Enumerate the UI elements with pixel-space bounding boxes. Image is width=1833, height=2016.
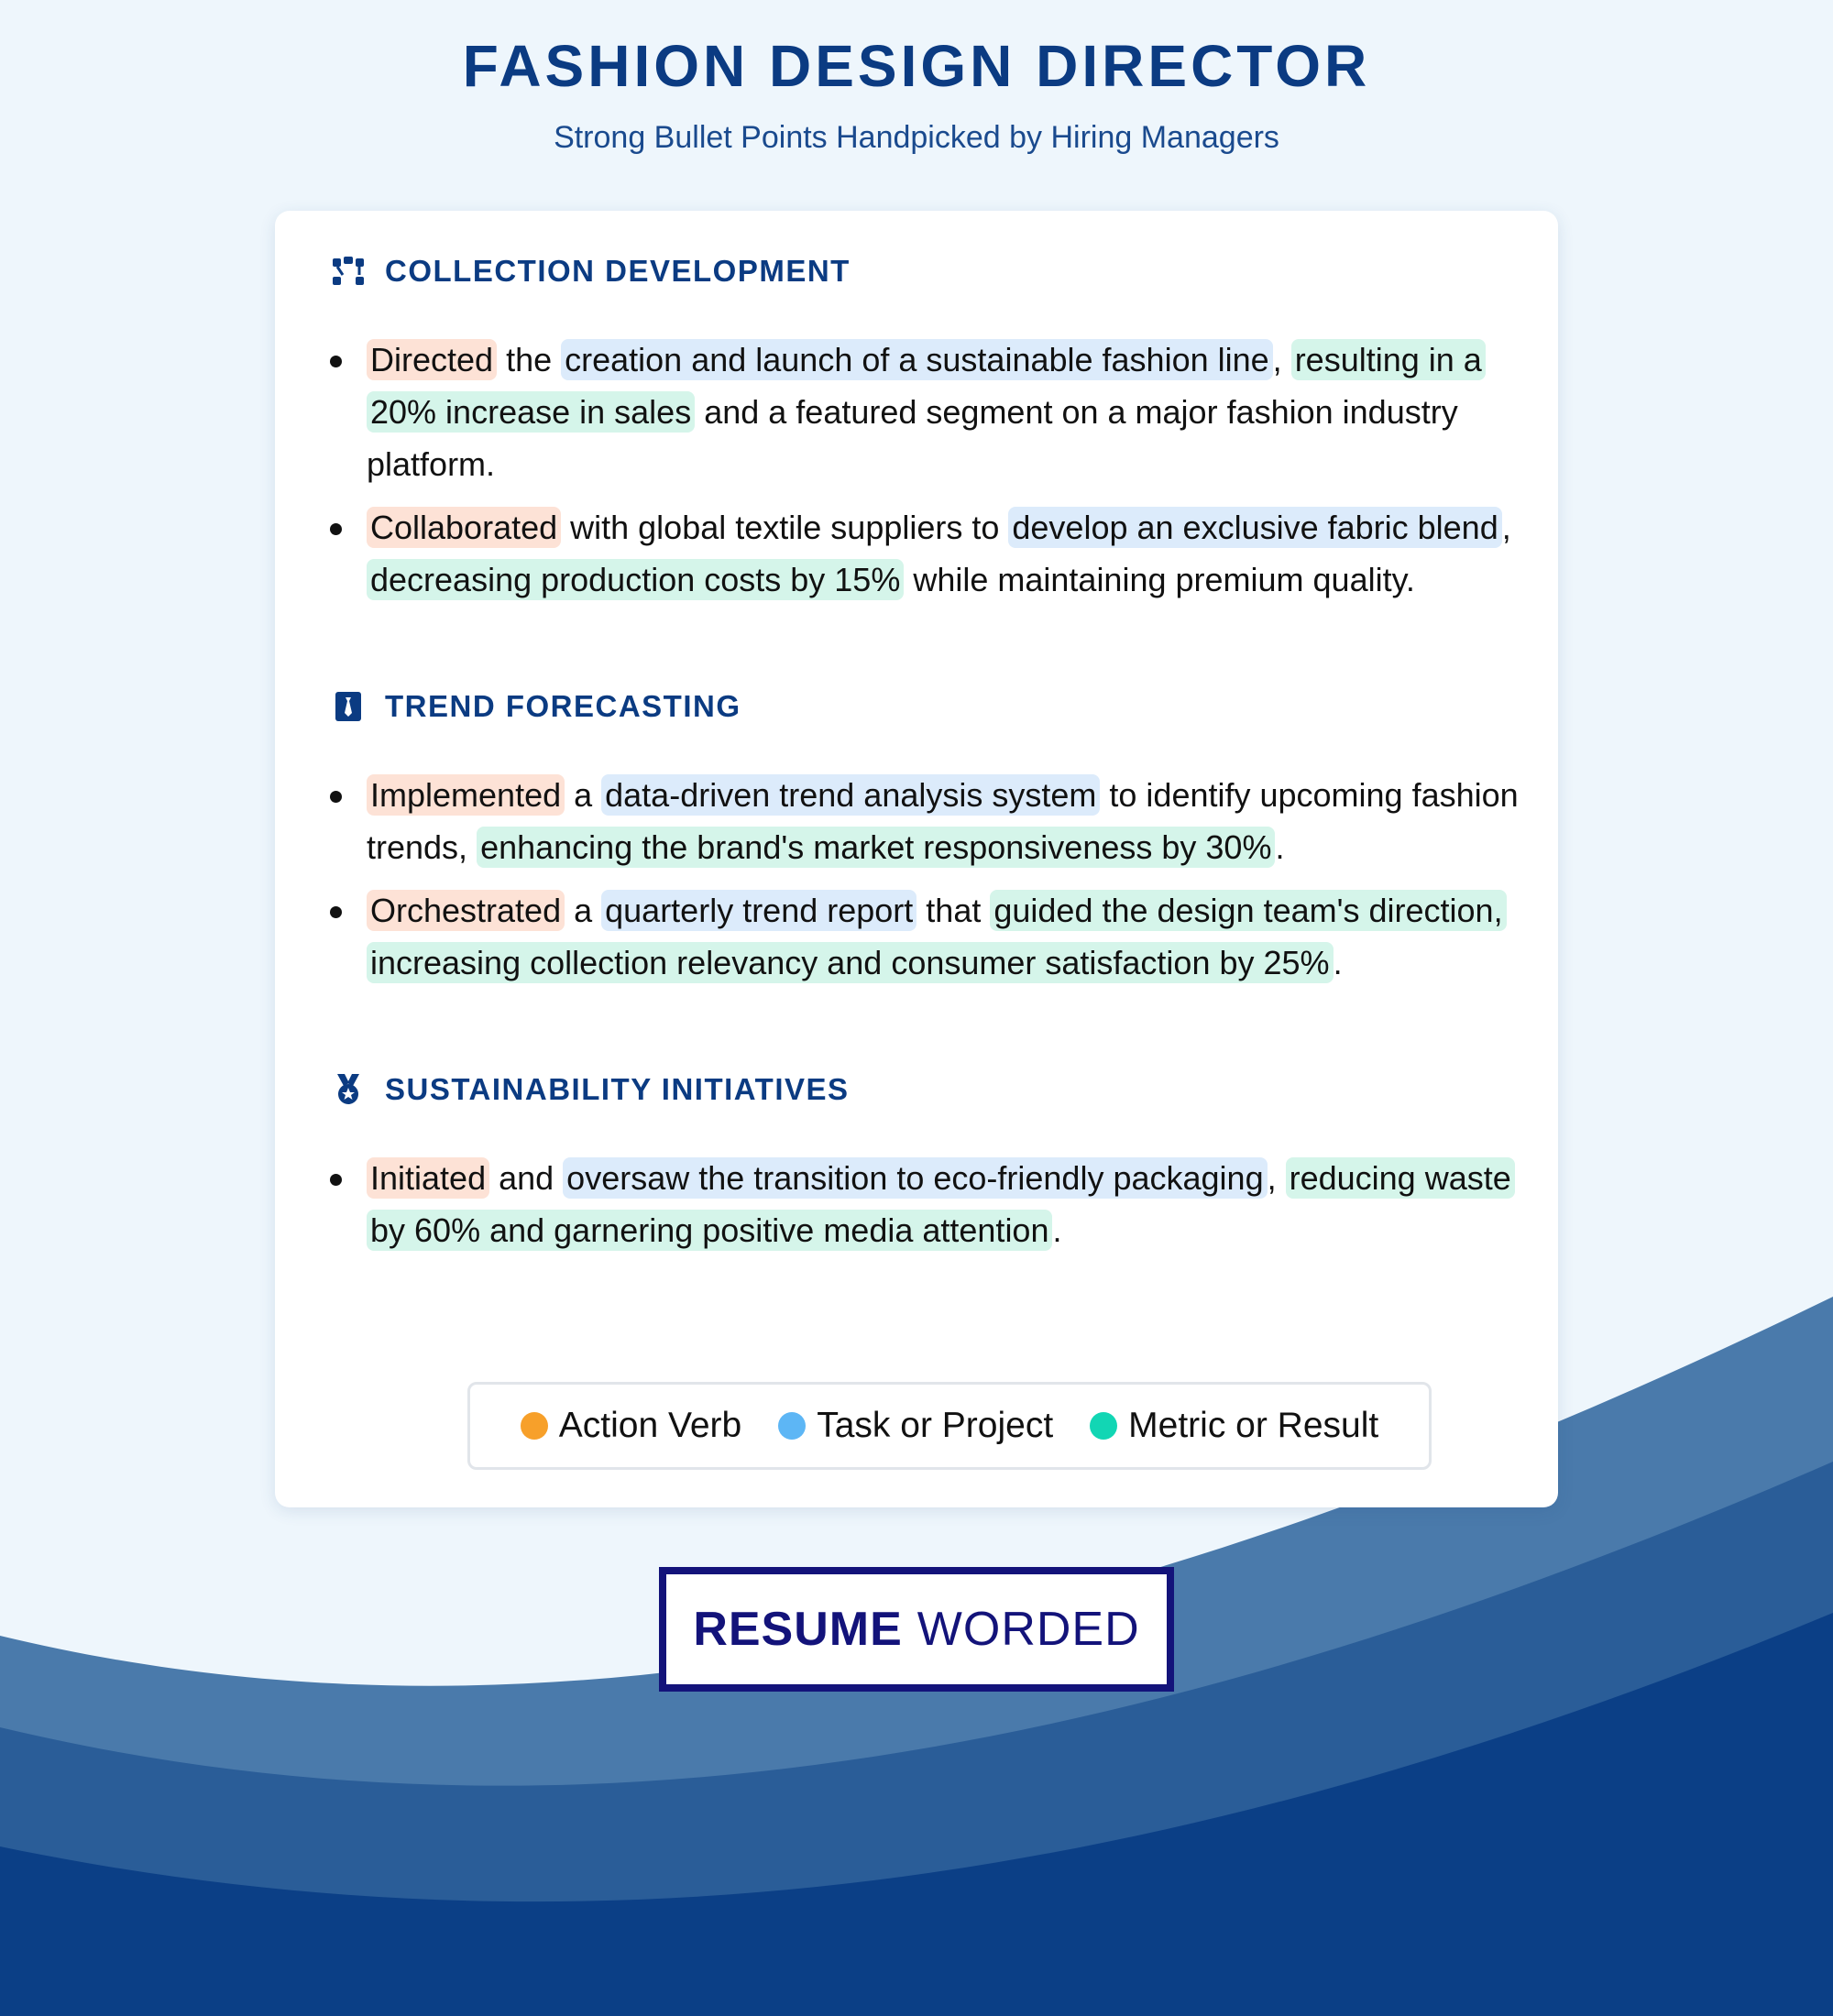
action-verb-highlight: Initiated xyxy=(367,1157,489,1199)
action-verb-highlight: Implemented xyxy=(367,774,565,816)
legend-label: Metric or Result xyxy=(1128,1406,1379,1445)
metric-highlight: resulting in a 20% increase in sales xyxy=(367,339,1486,433)
legend xyxy=(467,1382,1432,1470)
action-verb-highlight: Directed xyxy=(367,339,497,380)
legend-item-task-or-project xyxy=(778,1406,1053,1446)
task-highlight: creation and launch of a sustainable fashion line xyxy=(561,339,1273,380)
network-nodes-icon xyxy=(330,253,367,290)
section-header xyxy=(330,249,1525,293)
bullet-text: the xyxy=(497,341,562,378)
task-highlight: oversaw the transition to eco-friendly packaging xyxy=(563,1157,1267,1199)
logo-word-worded: WORDED xyxy=(916,1603,1140,1656)
metric-highlight: decreasing production costs by 15% xyxy=(367,559,904,600)
section-sustainability-initiatives xyxy=(330,1068,1525,1256)
legend-dot-blue xyxy=(778,1412,806,1440)
section-title: TREND FORECASTING xyxy=(385,689,741,723)
metric-highlight: reducing waste by 60% and garnering positive media attention xyxy=(367,1157,1515,1251)
bullet-list xyxy=(330,769,1525,989)
bullet-item xyxy=(330,501,1525,606)
action-verb-highlight: Orchestrated xyxy=(367,890,565,931)
bullet-text: , xyxy=(1267,1159,1286,1197)
legend-label: Action Verb xyxy=(558,1406,742,1445)
sections-container xyxy=(330,249,1525,1256)
header xyxy=(0,27,1833,158)
metric-highlight: guided the design team's direction, increasing collection relevancy and consumer satisfaction by 25% xyxy=(367,890,1507,983)
page-title: FASHION DESIGN DIRECTOR xyxy=(462,33,1371,99)
bullet-text: and xyxy=(489,1159,564,1197)
logo-word-resume: RESUME xyxy=(693,1603,903,1656)
page-subtitle: Strong Bullet Points Handpicked by Hiring Managers xyxy=(554,120,1279,155)
bullet-item xyxy=(330,334,1525,490)
section-title: COLLECTION DEVELOPMENT xyxy=(385,254,851,288)
section-trend-forecasting xyxy=(330,685,1525,989)
bullet-text: a xyxy=(565,776,602,814)
bullet-item xyxy=(330,1152,1525,1256)
section-header xyxy=(330,685,1525,729)
section-collection-development xyxy=(330,249,1525,606)
action-verb-highlight: Collaborated xyxy=(367,507,561,548)
bullet-text: and a featured segment on a major fashion industry platform. xyxy=(367,393,1458,483)
legend-item-metric-or-result xyxy=(1090,1406,1378,1446)
bullet-text: to identify upcoming fashion trends, xyxy=(367,776,1519,866)
metric-highlight: enhancing the brand's market responsiveness by 30% xyxy=(477,827,1275,868)
bullet-item xyxy=(330,769,1525,873)
section-title: SUSTAINABILITY INITIATIVES xyxy=(385,1072,850,1106)
tie-badge-icon xyxy=(330,688,367,725)
legend-dot-orange xyxy=(521,1412,548,1440)
bullet-text: with global textile suppliers to xyxy=(561,509,1009,546)
task-highlight: develop an exclusive fabric blend xyxy=(1008,507,1501,548)
task-highlight: quarterly trend report xyxy=(601,890,916,931)
bullet-card xyxy=(275,211,1558,1507)
section-header xyxy=(330,1068,1525,1112)
bullet-text: . xyxy=(1333,944,1343,981)
bullet-text: while maintaining premium quality. xyxy=(904,561,1415,598)
resume-worded-logo[interactable] xyxy=(659,1567,1174,1692)
bullet-list xyxy=(330,334,1525,606)
bullet-item xyxy=(330,884,1525,989)
bullet-text: , xyxy=(1272,341,1291,378)
legend-item-action-verb xyxy=(521,1406,741,1446)
legend-label: Task or Project xyxy=(817,1406,1054,1445)
bullet-text: a xyxy=(565,892,602,929)
bullet-text: that xyxy=(916,892,991,929)
bullet-text: . xyxy=(1275,828,1285,866)
medal-icon xyxy=(330,1071,367,1108)
bullet-text: . xyxy=(1052,1211,1062,1249)
task-highlight: data-driven trend analysis system xyxy=(601,774,1100,816)
bullet-text: , xyxy=(1501,509,1511,546)
bullet-list xyxy=(330,1152,1525,1256)
legend-dot-teal xyxy=(1090,1412,1117,1440)
